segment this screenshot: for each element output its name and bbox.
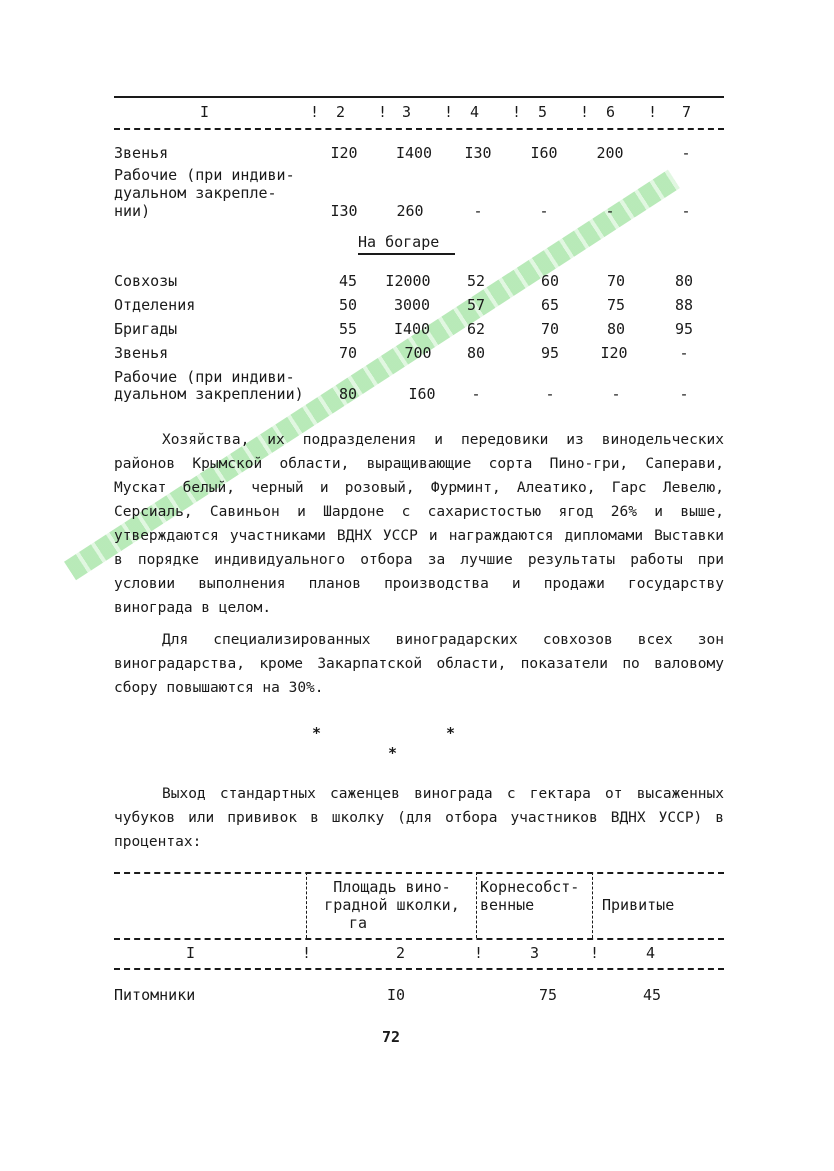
col-header-own-root: венные: [480, 896, 535, 914]
asterisk: *: [312, 724, 322, 742]
cell: I20: [330, 144, 358, 162]
col-header: 4: [470, 103, 480, 121]
col-separator: !: [474, 944, 484, 962]
col-header-area: Площадь вино-: [333, 878, 451, 896]
cell: 70: [606, 272, 626, 290]
cell: -: [681, 144, 691, 162]
col-number: 4: [646, 944, 656, 962]
col-separator: !: [444, 103, 454, 121]
cell: 80: [338, 385, 358, 403]
cell: 80: [674, 272, 694, 290]
cell: 75: [538, 986, 558, 1004]
col-number: I: [186, 944, 196, 962]
table-2-number-rule: [114, 968, 724, 970]
asterisk: *: [446, 724, 456, 742]
section-label: На богаре: [358, 233, 455, 255]
cell: 80: [606, 320, 626, 338]
paragraph-1: [114, 428, 724, 620]
cell: I30: [464, 144, 492, 162]
cell: 70: [540, 320, 560, 338]
table-top-rule: [114, 96, 724, 98]
cell: 45: [642, 986, 662, 1004]
column-divider: [592, 872, 593, 938]
col-header-area: га: [348, 914, 368, 932]
cell: -: [679, 385, 689, 403]
cell: -: [679, 344, 689, 362]
table-2-top-rule: [114, 872, 724, 874]
row-label: Совхозы: [114, 272, 178, 290]
cell: 700: [404, 344, 432, 362]
col-header-area: градной школки,: [324, 896, 460, 914]
col-separator: !: [648, 103, 658, 121]
paragraph-3: [114, 782, 724, 854]
col-header: 3: [402, 103, 412, 121]
col-separator: !: [580, 103, 590, 121]
row-label: нии): [114, 202, 151, 220]
cell: 55: [338, 320, 358, 338]
col-separator: !: [378, 103, 388, 121]
cell: 260: [396, 202, 424, 220]
col-header: 5: [538, 103, 548, 121]
cell: 88: [674, 296, 694, 314]
cell: I60: [530, 144, 558, 162]
cell: 60: [540, 272, 560, 290]
row-label: Рабочие (при индиви-: [114, 368, 295, 386]
cell: 80: [466, 344, 486, 362]
page-number: 72: [382, 1028, 401, 1046]
cell: 200: [596, 144, 624, 162]
row-label: Рабочие (при индиви-: [114, 166, 295, 184]
col-separator: !: [590, 944, 600, 962]
cell: I400: [393, 320, 431, 338]
cell: I2000: [385, 272, 431, 290]
table-2-header-rule: [114, 938, 724, 940]
cell: 3000: [393, 296, 431, 314]
row-label: Отделения: [114, 296, 196, 314]
cell: 95: [674, 320, 694, 338]
cell: -: [473, 202, 483, 220]
row-label: Звенья: [114, 344, 169, 362]
cell: 52: [466, 272, 486, 290]
cell: 62: [466, 320, 486, 338]
paragraph-2: [114, 628, 724, 700]
col-number: 2: [396, 944, 406, 962]
col-header: 2: [336, 103, 346, 121]
cell: 50: [338, 296, 358, 314]
cell: 45: [338, 272, 358, 290]
paragraph-1-text: Хозяйства, их подразделения и передовики из винодельческих районов Крымской области, выращивающие сорта Пино-гри, Саперави, Мускат белый, черный и розовый, Фурминт, Алеатико, Гарс Левелю, Серсиаль, Савиньон и Шардоне с сахаристостью ягод 26% и выше, утверждаются участниками ВДНХ УССР и награждаются дипломами Выставки в порядке индивидуального отбора за лучшие результаты работы при условии выполнения планов производства и продажи государству винограда в целом.: [114, 432, 724, 616]
col-number: 3: [530, 944, 540, 962]
row-label: дуальном закреплении): [114, 385, 304, 403]
cell: -: [539, 202, 549, 220]
col-header-grafted: Привитые: [602, 896, 675, 914]
col-header: 6: [606, 103, 616, 121]
cell: -: [545, 385, 555, 403]
table-header-rule: [114, 128, 724, 130]
asterisk: *: [388, 744, 398, 762]
cell: 70: [338, 344, 358, 362]
column-divider: [476, 872, 477, 938]
paragraph-3-text: Выход стандартных саженцев винограда с гектара от высаженных чубуков или прививок в школку (для отбора участников ВДНХ УССР) в процентах:: [114, 786, 724, 850]
row-label: Бригады: [114, 320, 178, 338]
col-separator: !: [310, 103, 320, 121]
cell: 75: [606, 296, 626, 314]
col-header: I: [200, 103, 210, 121]
cell: I0: [386, 986, 406, 1004]
col-header-own-root: Корнесобст-: [480, 878, 580, 896]
cell: I60: [408, 385, 436, 403]
row-label: Звенья: [114, 144, 169, 162]
cell: I400: [395, 144, 433, 162]
col-separator: !: [302, 944, 312, 962]
cell: -: [471, 385, 481, 403]
row-label: дуальном закрепле-: [114, 184, 277, 202]
row-label: Питомники: [114, 986, 196, 1004]
col-header: 7: [682, 103, 692, 121]
col-separator: !: [512, 103, 522, 121]
cell: 95: [540, 344, 560, 362]
cell: 65: [540, 296, 560, 314]
column-divider: [306, 872, 307, 938]
cell: 57: [466, 296, 486, 314]
cell: I20: [600, 344, 628, 362]
paragraph-2-text: Для специализированных виноградарских совхозов всех зон виноградарства, кроме Закарпатской области, показатели по валовому сбору повышаются на 30%.: [114, 632, 724, 696]
cell: -: [605, 202, 615, 220]
cell: -: [681, 202, 691, 220]
cell: -: [611, 385, 621, 403]
cell: I30: [330, 202, 358, 220]
